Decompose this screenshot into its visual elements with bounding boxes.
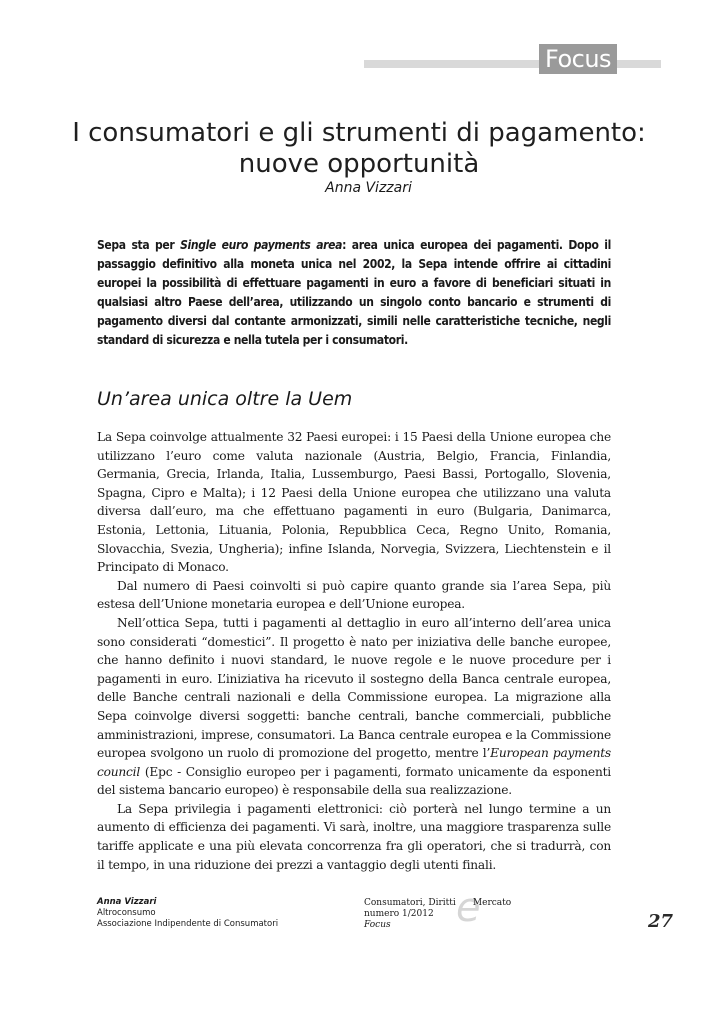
- article-title: [60, 118, 658, 180]
- footer-journal-info: [364, 885, 512, 931]
- footer-author-info: [97, 897, 278, 930]
- paragraph-2: Dal numero di Paesi coinvolti si può capire quanto grande sia l’area Sepa, più estesa dell’Unione monetaria europea e dell’Unione europea.: [97, 578, 611, 612]
- section-label: Focus: [539, 44, 617, 74]
- article-author: [0, 180, 713, 196]
- footer-org-2: Associazione Indipendente di Consumatori: [97, 919, 279, 929]
- abstract-emphasis: Single euro payments area: [180, 238, 343, 252]
- footer-org-1: Altroconsumo: [97, 908, 156, 918]
- page-number: 27: [647, 911, 673, 932]
- footer-author: Anna Vizzari: [97, 897, 157, 907]
- section-heading: Un’area unica oltre la Uem: [97, 388, 353, 410]
- journal-title-a: Consumatori, Diritti: [364, 898, 456, 908]
- journal-section: Focus: [364, 920, 391, 930]
- journal-logo-e: e: [456, 885, 481, 931]
- paragraph-1: La Sepa coinvolge attualmente 32 Paesi europei: i 15 Paesi della Unione europea che utilizzano l’euro come valuta nazionale (Austria, Belgio, Francia, Finlandia, Germania, Grecia, Irlanda, Italia, Lussemburgo, Paesi Bassi, Portogallo, Slovenia, Spagna, Cipro e Malta); i 12 Paesi della Unione europea che utilizzano una valuta diversa dall’euro, ma che effettuano pagamenti in euro (Bulgaria, Danimarca, Estonia, Lettonia, Lituania, Polonia, Repubblica Ceca, Regno Unito, Romania, Slovacchia, Svezia, Ungheria); infine Islanda, Norvegia, Svizzera, Liechtenstein e il Principato di Monaco.: [97, 430, 611, 575]
- paragraph-4: La Sepa privilegia i pagamenti elettronici: ciò porterà nel lungo termine a un aumento di efficienza dei pagamenti. Vi sarà, inoltre, una maggiore trasparenza sulle tariffe applicate e una più elevata concorrenza fra gli operatori, che si tradurrà, con il tempo, in una riduzione dei prezzi a vantaggio degli utenti finali.: [97, 801, 611, 872]
- journal-title-b: Mercato: [472, 898, 512, 908]
- paragraph-3-start: Nell’ottica Sepa, tutti i pagamenti al dettaglio in euro all’interno dell’area unica sono considerati “domestici”. Il progetto è nato per iniziativa delle banche europee, che hanno definito i nuovi standard, le nuove regole e le nuove procedure per i pagamenti in euro. L’iniziativa ha ricevuto il sostegno della Banca centrale europea, delle Banche centrali nazionali e della Commissione europea. La migrazione alla Sepa coinvolge diversi soggetti: banche centrali, banche commerciali, pubbliche amministrazioni, imprese, consumatori. La Banca centrale europea e la Commissione europea svolgono un ruolo di promozione del progetto, mentre l’: [97, 615, 611, 761]
- title-line-2: nuove opportunità: [238, 149, 480, 179]
- journal-title: [364, 898, 511, 909]
- title-line-1: I consumatori e gli strumenti di pagamento:: [72, 118, 646, 148]
- abstract-rest: : area unica europea dei pagamenti. Dopo il passaggio definitivo alla moneta unica nel 2002, la Sepa intende offrire ai cittadini europei la possibilità di effettuare pagamenti in euro a favore di beneficiari situati in qualsiasi altro Paese dell’area, utilizzando un singolo conto bancario e strumenti di pagamento diversi dal contante armonizzati, simili nelle caratteristiche tecniche, negli standard di sicurezza e nella tutela per i consumatori.: [97, 238, 611, 347]
- paragraph-3-end: (Epc - Consiglio europeo per i pagamenti, formato unicamente da esponenti del sistema bancario europeo) è responsabile della sua realizzazione.: [97, 764, 611, 798]
- abstract-start: Sepa sta per: [97, 238, 181, 252]
- paragraph-3: [97, 614, 611, 800]
- body-text: [97, 428, 611, 874]
- journal-issue: numero 1/2012: [364, 909, 434, 919]
- paragraph-3-emphasis: European payments council: [97, 746, 611, 779]
- author-name: Anna Vizzari: [325, 180, 412, 196]
- abstract: [97, 236, 611, 350]
